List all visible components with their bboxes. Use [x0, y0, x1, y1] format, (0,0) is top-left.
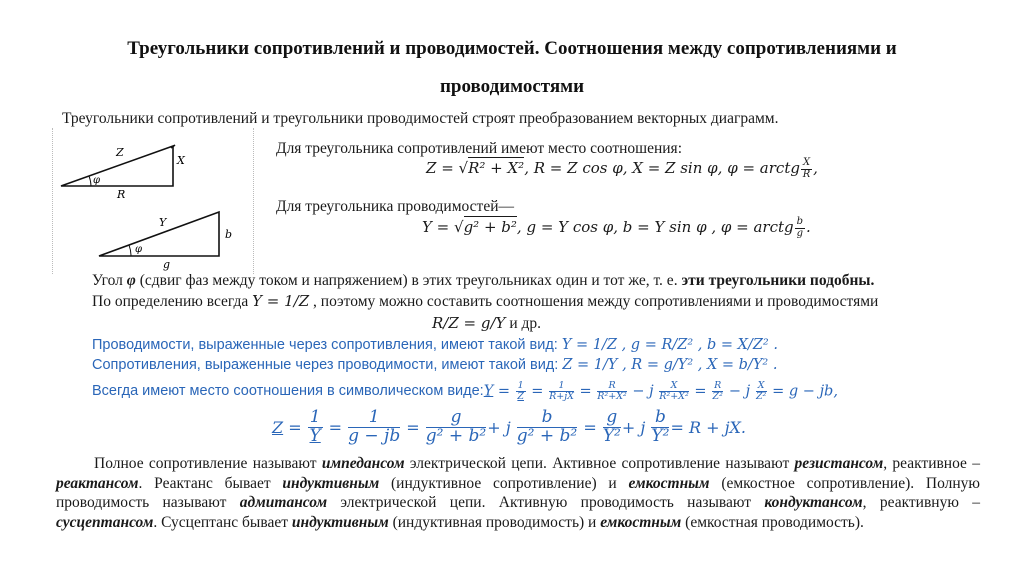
term-inductive-1: индуктивным: [282, 474, 380, 492]
conduct-phi-fraction: [795, 217, 805, 239]
sym-y-f3d: R²+X²: [597, 390, 627, 402]
angle-line: [92, 272, 874, 290]
sym-z-f3d: g² + b²: [425, 425, 487, 446]
tri1-opp-label: X: [177, 154, 185, 167]
sym-y-tail: = g − jb,: [767, 383, 838, 399]
blue-line2-text: Сопротивления, выраженные через проводимости, имеют такой вид:: [92, 357, 563, 373]
symbolic-z-line: Z = $\frac{1}{Y}$ = $\frac{1}{g - jb}$ = $\frac{g}{\text{g² + b²}}$ + j $\frac{b}{\text{g² + b²}}$ = $\frac{g}{\text{Y²}}$ + j $\frac{b}{\text{Y²}}$ = R + jX.: [272, 406, 747, 446]
sym-y-f4d: R²+X²: [659, 390, 689, 402]
para-p3: , реактивное –: [883, 455, 980, 472]
sym-y-frac6: [756, 381, 767, 402]
term-admittance: адмитансом: [239, 494, 328, 511]
ratio-line: [432, 314, 541, 333]
def-text-b: , поэтому можно составить соотношения между сопротивлениями и проводимостями: [309, 293, 879, 310]
blue-line1-math: Y = 1/Z , g = R/Z² , b = X/Z² .: [561, 337, 778, 353]
blue-line3-text: Всегда имеют место соотношения в символическом виде:: [92, 383, 484, 399]
para-p4: . Реактанс бывает: [138, 474, 283, 492]
sym-y-lhs: Y: [483, 383, 494, 399]
sym-z-f5d: Y²: [602, 425, 621, 446]
resist-frac-den: R: [802, 168, 811, 180]
term-inductive-2: индуктивным: [291, 513, 389, 531]
sym-z-f3n: g: [426, 409, 486, 428]
term-capacitive-1: емкостным: [628, 474, 710, 492]
angle-text-b: (сдвиг фаз между током и напряжением) в этих треугольниках один и тот же, т. е.: [135, 272, 682, 289]
sym-z-f4d: g² + b²: [516, 425, 578, 446]
sym-z-f1d: Y: [309, 425, 321, 446]
term-capacitive-2: емкостным: [600, 513, 682, 531]
sym-z-frac1: [308, 406, 323, 446]
sym-y-frac2: [549, 381, 574, 402]
sym-z-f2d: g − jb: [348, 425, 401, 446]
sym-y-f5d: Z²: [712, 390, 723, 402]
tri1-angle-label: φ: [93, 175, 101, 186]
angle-phi: φ: [126, 272, 136, 289]
sym-z-frac3: [425, 406, 487, 446]
tri1-hyp-label: Z: [116, 146, 124, 159]
conduct-heading: Для треугольника проводимостей—: [276, 198, 514, 215]
resist-end: ,: [813, 159, 818, 177]
resist-formula: Z = √R² + X², R = Z cos φ, X = Z sin φ, φ = arctg $\frac{X}{R}$ ,: [426, 157, 818, 180]
sym-z-frac5: [602, 406, 621, 446]
para-p7: электрической цепи. Активную проводимость называют: [327, 494, 765, 511]
term-conductance: кондуктансом: [764, 494, 863, 511]
def-formula: Y = 1/Z: [252, 292, 310, 310]
sym-y-minus-j: − j: [627, 383, 654, 399]
angle-text-bold: эти треугольники подобны.: [681, 272, 875, 289]
resist-phi-fraction: [801, 158, 812, 180]
sym-z-f5n: g: [603, 409, 621, 428]
conduct-y-radicand: g² + b²: [463, 218, 517, 236]
tri2-hyp-label: Y: [159, 216, 167, 229]
resist-heading: Для треугольника сопротивлений имеют место соотношения:: [276, 140, 682, 157]
conduct-rest: , g = Y cos φ, b = Y sin φ , φ = arctg: [516, 218, 794, 236]
definition-line: [92, 292, 878, 311]
sym-z-frac6: [651, 406, 670, 446]
sym-z-frac2: [348, 406, 401, 446]
sym-z-lhs: Z: [272, 417, 284, 437]
intro-text: Треугольники сопротивлений и треугольники проводимостей строят преобразованием векторных диаграмм.: [62, 110, 779, 127]
tri2-angle-label: φ: [135, 244, 143, 255]
para-p2: электрической цепи. Активное сопротивление называют: [404, 455, 795, 472]
para-p6: (емкостное сопротивление). Полную проводимость называют: [56, 474, 980, 511]
admittance-triangle: [99, 212, 232, 271]
tri1-adj-label: R: [117, 188, 126, 201]
conduct-frac-num: b: [796, 216, 804, 227]
terminology-paragraph: [56, 454, 980, 532]
sym-y-f5n: R: [714, 379, 722, 391]
sym-y-frac4: [659, 381, 689, 402]
para-p5: (индуктивное сопротивление) и: [379, 474, 629, 492]
sym-y-f3n: R: [597, 381, 627, 392]
resist-rest: , R = Z cos φ, X = Z sin φ, φ = arctg: [524, 159, 800, 177]
sym-z-f6d: Y²: [651, 425, 670, 446]
sym-z-frac4: [516, 406, 578, 446]
def-text-a: По определению всегда: [92, 293, 253, 310]
resist-z-lhs: Z =: [426, 159, 459, 177]
conduct-end: .: [806, 218, 811, 236]
sym-y-frac5: [712, 381, 723, 402]
resist-z-radicand: R² + X²: [468, 159, 525, 177]
sym-z-f2n: 1: [348, 409, 400, 428]
blue-line2-math: Z = 1/Y , R = g/Y² , X = b/Y² .: [562, 357, 778, 373]
para-p10: (индуктивная проводимость) и: [388, 513, 601, 531]
ratio-formula: R/Z = g/Y: [432, 314, 506, 332]
sym-y-f4n: X: [659, 381, 689, 392]
sym-y-f6n: X: [757, 379, 765, 391]
sym-z-f1n: 1: [309, 406, 321, 427]
blue-line-1: [92, 336, 778, 354]
sym-y-f6d: Z²: [755, 390, 767, 402]
sym-z-plus-j: + j: [487, 417, 511, 437]
blue-line-2: [92, 356, 777, 374]
sym-y-minus-j-2: − j: [724, 383, 751, 399]
term-resistance: резистансом: [794, 455, 884, 472]
sym-z-f4n: b: [517, 409, 577, 428]
para-p9: . Сусцептанс бывает: [153, 513, 292, 531]
term-susceptance: сусцептансом: [56, 513, 154, 531]
sym-y-f2d: R+jX: [549, 390, 574, 402]
blue-line1-text: Проводимости, выраженные через сопротивления, имеют такой вид:: [92, 337, 562, 353]
angle-text-a: Угол: [92, 272, 127, 289]
conduct-formula: Y = √g² + b², g = Y cos φ, b = Y sin φ , φ = arctg $\frac{b}{g}$ .: [422, 216, 811, 239]
impedance-triangle: [61, 145, 186, 201]
para-p8: , реактивную –: [862, 494, 981, 511]
term-impedance: импедансом: [321, 455, 405, 472]
sym-z-f6n: b: [651, 409, 669, 428]
conduct-y-lhs: Y =: [422, 218, 455, 236]
page-title-line2: проводимостями: [439, 76, 585, 97]
resist-frac-num: X: [802, 157, 811, 168]
sym-y-formula: Y = $\frac{1}{Z}$ = $\frac{1}{R+jX}$ = $\frac{R}{\text{R²+X²}}$ − j $\frac{X}{\text{R²+X²}}$ = $\frac{R}{\text{Z²}}$ − j $\frac{X}{\text{Z²}}$ = g − jb,: [483, 379, 838, 402]
triangle-diagrams-svg: [53, 128, 253, 274]
symbolic-y-line: [92, 374, 838, 408]
sym-y-f1d: Z: [517, 390, 524, 402]
sym-z-plus-j-2: + j: [621, 417, 646, 437]
sym-y-frac3: [597, 381, 627, 402]
term-reactance: реактансом: [56, 474, 139, 492]
triangle-diagrams: [52, 128, 254, 274]
sym-z-tail: = R + jX.: [670, 417, 747, 437]
para-p1: Полное сопротивление называют: [94, 455, 322, 472]
conduct-frac-den: g: [796, 227, 804, 239]
sym-y-frac1: [516, 381, 526, 402]
tri2-adj-label: g: [163, 258, 171, 271]
page-title-line1: Треугольники сопротивлений и проводимостей. Соотношения между сопротивлениями и: [127, 38, 897, 59]
tri2-opp-label: b: [225, 228, 233, 241]
ratio-tail: и др.: [505, 315, 541, 332]
sym-y-f2n: 1: [549, 381, 574, 392]
para-p11: (емкостная проводимость).: [681, 513, 864, 531]
sym-y-f1n: 1: [517, 379, 524, 391]
